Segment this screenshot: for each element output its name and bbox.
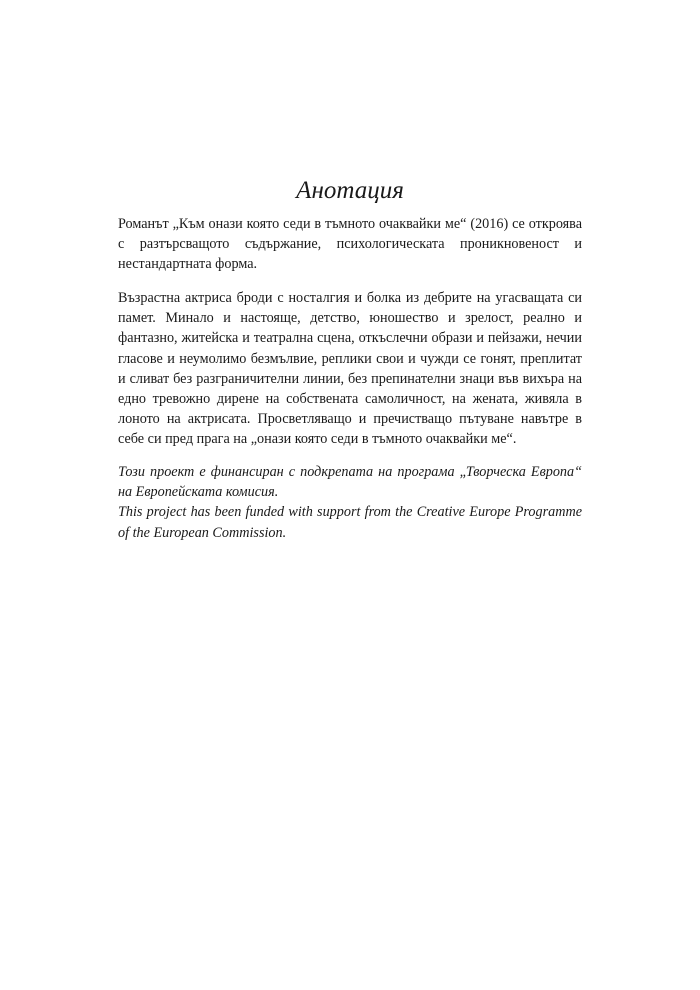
funding-notice-bulgarian: Този проект е финансиран с подкрепата на програма „Творческа Европа“ на Европейската комисия. <box>118 464 582 501</box>
funding-notice <box>118 462 582 543</box>
funding-notice-english: This project has been funded with support from the Creative Europe Programme of the European Commission. <box>118 504 582 541</box>
annotation-paragraph-1: Романът „Към онази която седи в тъмното очаквайки ме“ (2016) се откроява с разтърсващото съдържание, психологическата проникновеност и нестандартната форма. <box>118 216 582 273</box>
annotation-paragraph-2: Възрастна актриса броди с носталгия и болка из дебрите на угасващата си памет. Минало и настояще, детство, юношество и зрелост, реално и фантазно, житейска и театрална сцена, откъслечни образи и пейзажи, нечии гласове и неумолимо безмълвие, реплики свои и чужди се гонят, преплитат и сливат без разграничителни линии, без препинателни знаци във вихъра на едно тревожно дирене на собствената самоличност, на жената, живяла в лоното на актрисата. Просветляващо и пречистващо пътуване навътре в себе си пред прага на „онази която седи в тъмното очаквайки ме“. <box>118 290 582 448</box>
page-title: Анотация <box>296 177 404 204</box>
